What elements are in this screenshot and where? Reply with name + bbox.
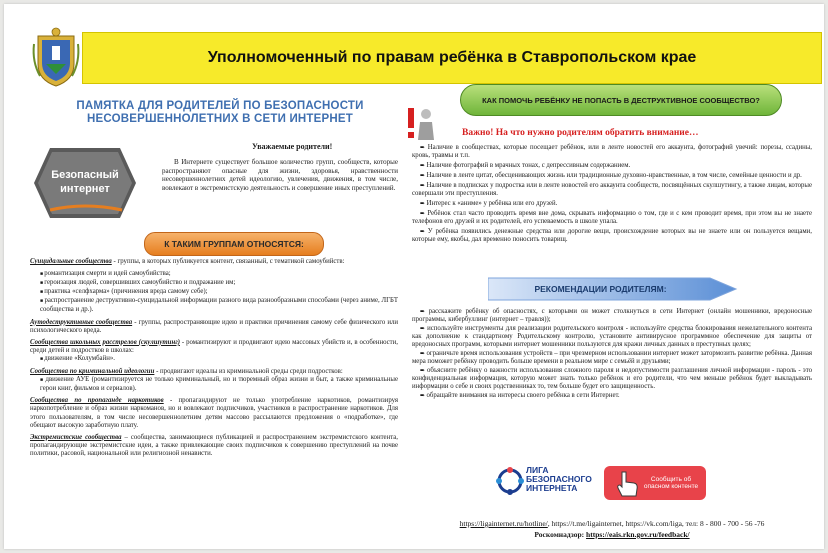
list-item: ➨ объясните ребёнку о важности использования сложного пароля и недопустимости разглашения личной информации - пароль - это конфиденциальная информация, которую может знать только ребёнок и его родители, что чем меньше ребёнок будет выкладывать информации о себе и своих родственниках то, тем больше будет его защищенность. bbox=[412, 367, 812, 391]
help-title: КАК ПОМОЧЬ РЕБЁНКУ НЕ ПОПАСТЬ В ДЕСТРУКТИВНОЕ СООБЩЕСТВО? bbox=[460, 84, 782, 116]
warning-exclamation-icon bbox=[404, 106, 438, 142]
list-item: ■ движение АУЕ (романтизируется не только криминальный, но и тюремный образ жизни и быт, а также криминальные герои книг, фильмов и сериалов). bbox=[30, 376, 398, 393]
list-item: ■ движение «Колумбайн». bbox=[30, 355, 398, 364]
safe-internet-badge bbox=[30, 144, 140, 222]
recommendations-title: РЕКОМЕНДАЦИИ РОДИТЕЛЯМ: bbox=[534, 284, 667, 294]
liga-label: ЛИГА БЕЗОПАСНОГО ИНТЕРНЕТА bbox=[526, 465, 592, 493]
list-item: ■ героизация людей, совершивших самоубийство и подражание им; bbox=[30, 279, 398, 288]
list-item: ■ практика «селфхарма» (причинения вреда самому себе); bbox=[30, 288, 398, 297]
contact-links bbox=[410, 518, 814, 540]
list-item: ➨ Наличие в ленте цитат, обесценивающих жизнь или традиционные духовно-нравственные, в том числе, семейные ценности и др. bbox=[412, 172, 812, 180]
group-criminal: Сообщества по криминальной идеологии - продвигают идеалы из криминальной среды среди подростков: bbox=[30, 368, 343, 376]
liga-logo-icon bbox=[496, 466, 524, 496]
page-title: Уполномоченный по правам ребёнка в Ставропольском крае bbox=[207, 49, 697, 66]
greeting: Уважаемые родители! bbox=[252, 142, 333, 151]
list-item: ➨ Интерес к «аниме» у ребёнка или его друзей. bbox=[412, 200, 812, 208]
memo-column bbox=[22, 94, 402, 549]
poster-sheet bbox=[4, 4, 824, 549]
memo-title: ПАМЯТКА ДЛЯ РОДИТЕЛЕЙ ПО БЕЗОПАСНОСТИ НЕСОВЕРШЕННОЛЕТНИХ В СЕТИ ИНТЕРНЕТ bbox=[76, 100, 364, 125]
stavropol-coat-of-arms-icon bbox=[30, 26, 82, 90]
group-suicidal: Суицидальные сообщества - группы, в которых публикуется контент, связанный, с тематикой самоубийств: bbox=[30, 258, 345, 265]
rkn-link[interactable]: https://eais.rkn.gov.ru/feedback/ bbox=[586, 530, 690, 539]
list-item: ➨ Ребёнок стал часто проводить время вне дома, скрывать информацию о том, где и с кем проводит время, при этом вы не знаете телефонов его друзей и их родителей, его успеваемость в школе упала. bbox=[412, 210, 812, 226]
list-item: ■ романтизация смерти и идей самоубийства; bbox=[30, 270, 398, 279]
report-button-label: Сообщить об опасном контенте bbox=[643, 475, 699, 490]
list-item: ➨ расскажите ребёнку об опасностях, с которыми он может столкнуться в сети Интернет (онлайн мошенники, вредоносные программы, кибербуллинг (интернет – травля)); bbox=[412, 308, 812, 324]
group-drugs: Сообщества по пропаганде наркотиков - пропагандируют не только употребление наркотиков, романтизируя наркопотребление и образ жизни наркоманов, но и вовлекают подписчиков, участников в распространение наркотиков. Для этого пользователям, в том числе несовершеннолетним детям массово рассылаются предложения о «подработке», где обещают высокую заработную плату. bbox=[30, 397, 398, 429]
intro-text: В Интернете существует большое количество групп, сообществ, которые распространяют опасные для жизни, здоровья, нравственности несовершеннолетних детей идеологию, увлечения, движения, в том числе, вовлекают в экстремистскую деятельность и совершение иных преступлений. bbox=[162, 158, 398, 192]
recommendations-header bbox=[488, 276, 738, 302]
group-schoolshooting: Сообщества школьных расстрелов (скулшутинг) - романтизируют и продвигают идею массовых убийств и, в особенности, среди детей и подростков в школах: bbox=[30, 338, 398, 354]
groups-list bbox=[30, 258, 398, 462]
list-item: ■ распространение деструктивно-суицидальной информации разного вида разнообразными способами (через аниме, ЛГБТ сообщества и др.). bbox=[30, 297, 398, 314]
help-column bbox=[402, 80, 820, 549]
other-contacts: , https://t.me/ligainternet, https://vk.com/liga, тел: 8 - 800 - 700 - 56 -76 bbox=[547, 519, 765, 528]
important-note: Важно! На что нужно родителям обратить внимание… bbox=[462, 128, 699, 138]
list-item: ➨ Наличие фотографий в мрачных тонах, с депрессивным содержанием. bbox=[412, 162, 812, 170]
list-item: ➨ У ребёнка появились денежные средства или дорогие вещи, происхождение которых вы не знаете или он пользуется вещами, которые ему, якобы, дал временно поносить товарищ. bbox=[412, 228, 812, 244]
groups-header: К ТАКИМ ГРУППАМ ОТНОСЯТСЯ: bbox=[144, 232, 324, 256]
pointing-hand-icon bbox=[612, 468, 642, 498]
badge-line-2: интернет bbox=[60, 183, 110, 195]
list-item: ➨ ограничьте время использования устройств – при чрезмерном использовании интернет может затормозить развитие ребёнка. Данная мера поможет ребёнку проводить больше времени в реальном мире с семьёй и друзьями; bbox=[412, 350, 812, 366]
list-item: ➨ используйте инструменты для реализации родительского контроля - используйте средства блокирования нежелательного контента как дополнение к стандартному Родительскому контролю, установите антивирусное программное обеспечение для защиты от вредоносных программ, которыми интернет мошенники пользуются для кражи личных данных в преступных целях; bbox=[412, 325, 812, 349]
group-extremist: Экстремистские сообщества – сообщества, занимающиеся публикацией и распространением экстремистского контента, пропагандирующие экстремистские идеи, а также привлекающие своих подписчиков к совершению преступлений на почве политики, расовой, национальной или религиозной ненависти. bbox=[30, 433, 398, 457]
report-content-button[interactable] bbox=[604, 466, 706, 500]
hotline-link[interactable]: https://ligainternet.ru/hotline/ bbox=[459, 519, 548, 528]
group-autodestructive: Аутодеструктивные сообщества - группы, распространяющие идею и практики причинения самому себе физического или психологического вреда. bbox=[30, 318, 399, 334]
recommendations-list bbox=[412, 308, 812, 401]
warning-signs-list bbox=[412, 144, 812, 246]
list-item: ➨ обращайте внимания на интересы своего ребёнка в сети Интернет. bbox=[412, 392, 812, 400]
list-item: ➨ Наличие в подписках у подростка или в ленте новостей его аккаунта сообществ, посвящённых скулшутингу, а также лицам, которые совершали эти преступления. bbox=[412, 182, 812, 198]
title-banner bbox=[82, 32, 822, 84]
badge-line-1: Безопасный bbox=[51, 169, 119, 181]
list-item: ➨ Наличие в сообществах, которые посещает ребёнок, или в ленте новостей его аккаунта, фотографий увечий: порезы, ссадины, кровь, травмы и т.п. bbox=[412, 144, 812, 160]
liga-logo[interactable] bbox=[496, 464, 596, 500]
rkn-label: Роскомнадзор: bbox=[534, 530, 587, 539]
